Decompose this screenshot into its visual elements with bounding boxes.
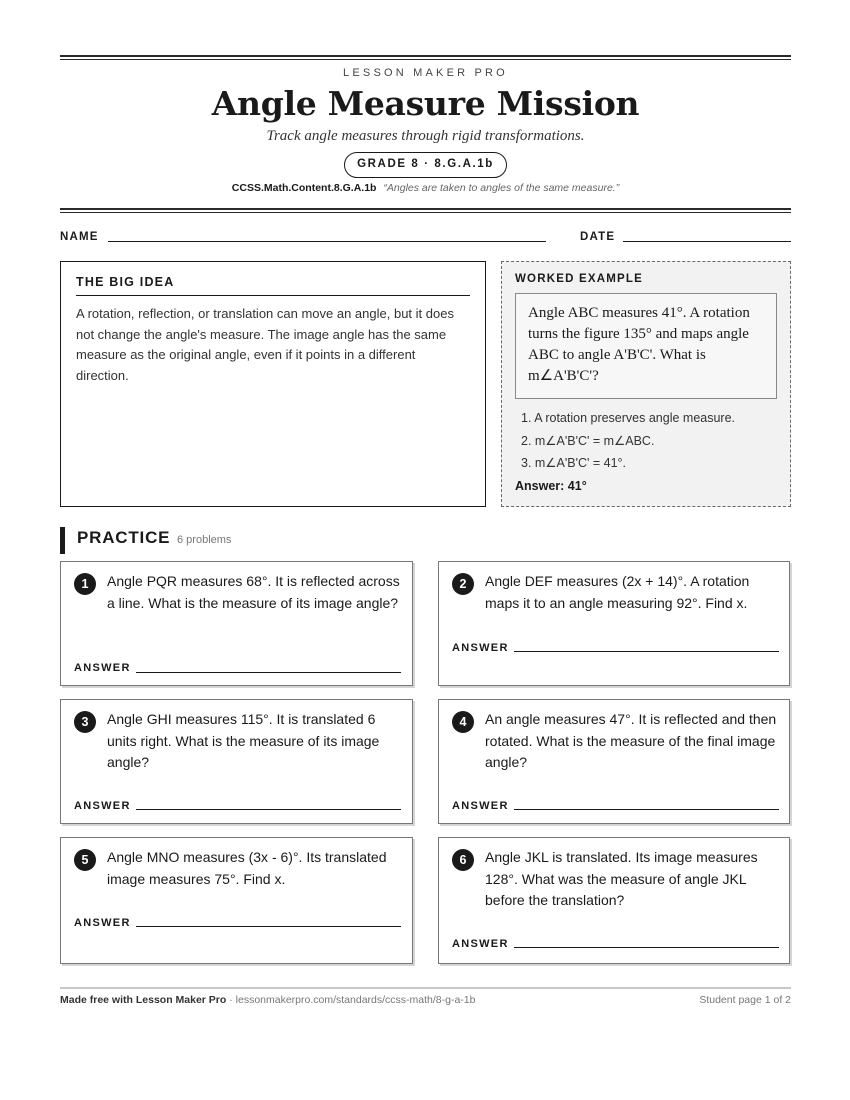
answer-field[interactable] bbox=[514, 651, 779, 652]
header-double-rule bbox=[60, 208, 791, 213]
footer-credit bbox=[60, 994, 476, 1006]
problem-card bbox=[60, 699, 413, 824]
problem-text: An angle measures 47°. It is reflected and then rotated. What is the measure of the final image angle? bbox=[485, 711, 777, 770]
footer-page-label: Student page 1 of 2 bbox=[699, 994, 791, 1006]
date-label: DATE bbox=[580, 231, 616, 243]
problem-card bbox=[438, 699, 790, 824]
footer-rule bbox=[60, 987, 791, 989]
answer-label: ANSWER bbox=[74, 800, 131, 812]
answer-field[interactable] bbox=[136, 926, 401, 927]
name-label: NAME bbox=[60, 231, 99, 243]
big-idea-heading: THE BIG IDEA bbox=[76, 275, 470, 296]
problem-text: Angle GHI measures 115°. It is translated 6 units right. What is the measure of its image angle? bbox=[107, 711, 380, 770]
worked-example-step: 3. m∠A'B'C' = 41°. bbox=[521, 456, 626, 470]
practice-title: PRACTICE bbox=[77, 528, 171, 547]
name-field[interactable] bbox=[108, 241, 546, 242]
worked-example-step: 2. m∠A'B'C' = m∠ABC. bbox=[521, 433, 655, 448]
page-title: Angle Measure Mission bbox=[211, 84, 640, 123]
standard-quote: “Angles are taken to angles of the same measure.” bbox=[383, 182, 620, 194]
standard-code: CCSS.Math.Content.8.G.A.1b bbox=[231, 182, 377, 194]
practice-accent-bar bbox=[60, 527, 65, 554]
date-field[interactable] bbox=[623, 241, 791, 242]
problem-number-badge: 5 bbox=[74, 849, 96, 871]
problem-number-badge: 6 bbox=[452, 849, 474, 871]
problem-number-badge: 2 bbox=[452, 573, 474, 595]
problem-text: Angle JKL is translated. Its image measures 128°. What was the measure of angle JKL before the translation? bbox=[485, 849, 758, 908]
problem-number-badge: 3 bbox=[74, 711, 96, 733]
answer-label: ANSWER bbox=[452, 800, 509, 812]
answer-label: ANSWER bbox=[452, 938, 509, 950]
worked-example-answer: Answer: 41° bbox=[515, 478, 587, 493]
problem-text: Angle PQR measures 68°. It is reflected across a line. What is the measure of its image angle? bbox=[107, 573, 400, 611]
problem-text: Angle MNO measures (3x - 6)°. Its translated image measures 75°. Find x. bbox=[107, 849, 387, 887]
worked-example-steps bbox=[515, 407, 777, 475]
top-double-rule bbox=[60, 55, 791, 60]
big-idea-text: A rotation, reflection, or translation can move an angle, but it does not change the angle's measure. The image angle has the same measure as the original angle, even if it points in a different direction. bbox=[76, 306, 454, 383]
practice-count: 6 problems bbox=[177, 534, 232, 546]
worksheet-page bbox=[60, 0, 791, 1100]
footer-made-with: Made free with Lesson Maker Pro bbox=[60, 994, 227, 1006]
answer-field[interactable] bbox=[136, 809, 401, 810]
answer-field[interactable] bbox=[514, 809, 779, 810]
problem-card bbox=[60, 837, 413, 964]
grade-badge: GRADE 8 · 8.G.A.1b bbox=[344, 152, 507, 178]
answer-label: ANSWER bbox=[74, 662, 131, 674]
problem-card bbox=[438, 837, 790, 964]
answer-field[interactable] bbox=[514, 947, 779, 948]
brand-label: LESSON MAKER PRO bbox=[343, 67, 508, 79]
worked-example-problem: Angle ABC measures 41°. A rotation turns the figure 135° and maps angle ABC to angle A'B'C'. What is m∠A'B'C'? bbox=[515, 293, 777, 399]
answer-label: ANSWER bbox=[452, 642, 509, 654]
standard-line bbox=[60, 182, 791, 194]
problem-card bbox=[438, 561, 790, 686]
worked-example-heading: WORKED EXAMPLE bbox=[515, 273, 643, 285]
answer-field[interactable] bbox=[136, 672, 401, 673]
problem-card bbox=[60, 561, 413, 686]
worked-example-box bbox=[501, 261, 791, 507]
problem-number-badge: 1 bbox=[74, 573, 96, 595]
big-idea-box bbox=[60, 261, 486, 507]
problem-number-badge: 4 bbox=[452, 711, 474, 733]
answer-label: ANSWER bbox=[74, 917, 131, 929]
worked-example-step: 1. A rotation preserves angle measure. bbox=[521, 411, 736, 425]
footer-url[interactable]: · lessonmakerpro.com/standards/ccss-math/8-g-a-1b bbox=[226, 994, 476, 1006]
problem-text: Angle DEF measures (2x + 14)°. A rotation maps it to an angle measuring 92°. Find x. bbox=[485, 573, 750, 611]
page-subtitle: Track angle measures through rigid transformations. bbox=[266, 128, 585, 144]
